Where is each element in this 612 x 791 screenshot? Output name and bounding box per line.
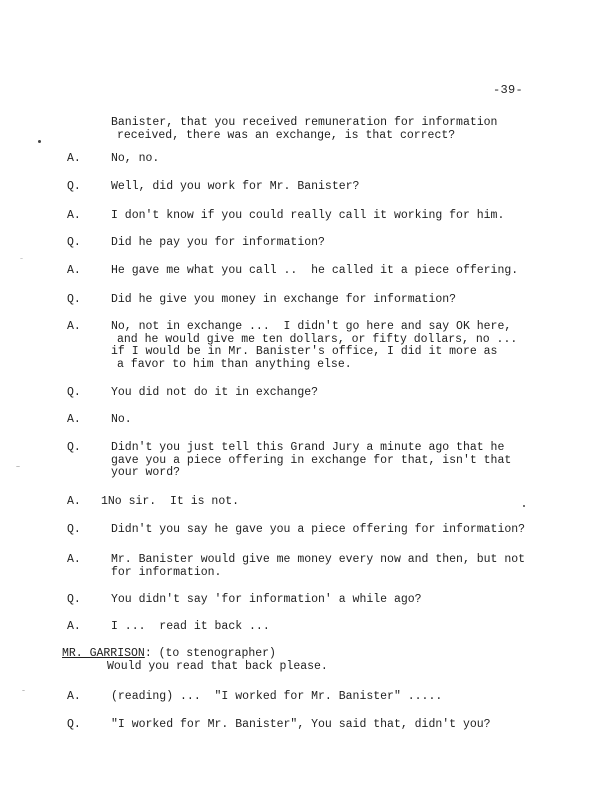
speaker-label: Q. bbox=[67, 718, 81, 731]
speaker-label: A. bbox=[67, 553, 81, 566]
colloquy-direction: : (to stenographer) bbox=[144, 647, 276, 660]
text-line: You didn't say 'for information' a while ago? bbox=[111, 593, 422, 606]
speaker-label: A. bbox=[67, 690, 81, 703]
text-line: Well, did you work for Mr. Banister? bbox=[111, 180, 360, 193]
speaker-label: Q. bbox=[67, 523, 81, 536]
speaker-label: A. bbox=[67, 320, 81, 333]
scan-speck bbox=[38, 140, 41, 143]
scan-speck bbox=[523, 505, 525, 507]
text-line: 1No sir. It is not. bbox=[101, 495, 240, 508]
speaker-label: A. bbox=[67, 620, 81, 633]
text-line: if I would be in Mr. Banister's office, I did it more as bbox=[111, 345, 498, 358]
colloquy-speaker: MR. GARRISON bbox=[62, 647, 145, 660]
text-line: Banister, that you received remuneration for information bbox=[111, 116, 498, 129]
text-line: You did not do it in exchange? bbox=[111, 386, 319, 399]
speaker-label: A. bbox=[67, 209, 81, 222]
text-line: No. bbox=[111, 413, 132, 426]
speaker-label: Q. bbox=[67, 293, 81, 306]
text-line: "I worked for Mr. Banister", You said that, didn't you? bbox=[111, 718, 491, 731]
text-line: I ... read it back ... bbox=[111, 620, 270, 633]
text-line: your word? bbox=[111, 466, 181, 479]
text-line: (reading) ... "I worked for Mr. Banister" ..... bbox=[111, 690, 443, 703]
text-line: Didn't you just tell this Grand Jury a minute ago that he bbox=[111, 441, 505, 454]
text-line: No, no. bbox=[111, 152, 160, 165]
colloquy-text: Would you read that back please. bbox=[107, 660, 328, 673]
speaker-label: Q. bbox=[67, 236, 81, 249]
speaker-label: A. bbox=[67, 413, 81, 426]
speaker-label: A. bbox=[67, 152, 81, 165]
speaker-label: Q. bbox=[67, 180, 81, 193]
page-number: -39- bbox=[493, 83, 524, 97]
text-line: and he would give me ten dollars, or fifty dollars, no ... bbox=[117, 332, 518, 346]
text-line: I don't know if you could really call it working for him. bbox=[111, 209, 505, 222]
text-line: for information. bbox=[111, 565, 222, 579]
text-line: gave you a piece offering in exchange for that, isn't that bbox=[111, 453, 512, 467]
text-line: No, not in exchange ... I didn't go here and say OK here, bbox=[111, 320, 512, 333]
speaker-label: A. bbox=[67, 495, 81, 508]
speaker-label: Q. bbox=[67, 441, 81, 454]
text-line: He gave me what you call .. he called it a piece offering. bbox=[111, 264, 519, 277]
scan-speck bbox=[22, 690, 25, 691]
text-line: Didn't you say he gave you a piece offering for information? bbox=[111, 523, 526, 536]
text-line: Did he pay you for information? bbox=[111, 236, 325, 249]
text-line: a favor to him than anything else. bbox=[117, 357, 352, 371]
text-line: Did he give you money in exchange for information? bbox=[111, 293, 457, 306]
scan-speck bbox=[16, 466, 20, 467]
text-line: received, there was an exchange, is that correct? bbox=[117, 128, 456, 142]
speaker-label: Q. bbox=[67, 593, 81, 606]
scan-speck bbox=[20, 258, 23, 259]
speaker-label: A. bbox=[67, 264, 81, 277]
text-line: Mr. Banister would give me money every now and then, but not bbox=[111, 553, 526, 566]
speaker-label: Q. bbox=[67, 386, 81, 399]
